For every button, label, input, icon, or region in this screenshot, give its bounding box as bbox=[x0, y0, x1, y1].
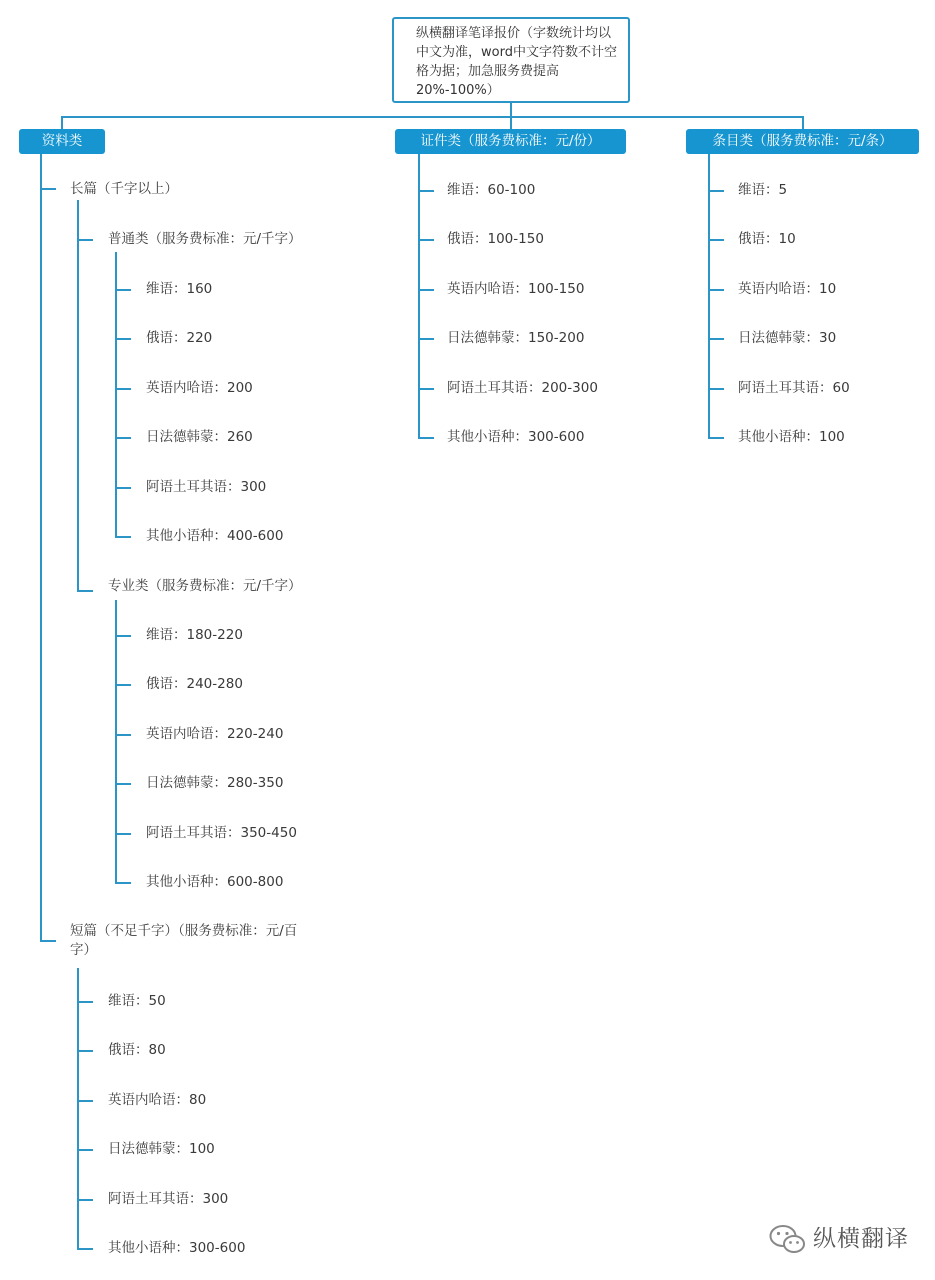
leaf-connector bbox=[418, 388, 434, 390]
leaf-connector bbox=[708, 289, 724, 291]
list-item: 阿语土耳其语：300 bbox=[108, 1190, 229, 1207]
leaf-connector bbox=[77, 1248, 93, 1250]
general-trunk bbox=[115, 252, 117, 538]
list-item: 日法德韩蒙：150-200 bbox=[447, 330, 585, 347]
leaf-connector bbox=[115, 734, 131, 736]
root-node bbox=[392, 17, 630, 103]
leaf-connector bbox=[708, 437, 724, 439]
watermark-text: 纵横翻译 bbox=[813, 1226, 909, 1252]
root-title: 纵横翻译笔译报价（字数统计均以中文为准，word中文字符数不计空格为据；加急服务费提高20%-100%） bbox=[416, 26, 617, 98]
professional-trunk bbox=[115, 600, 117, 884]
professional-label: 专业类（服务费标准：元/千字） bbox=[108, 578, 302, 594]
header-materials bbox=[19, 129, 105, 154]
leaf-connector bbox=[77, 1001, 93, 1003]
header-certificates-label: 证件类（服务费标准：元/份） bbox=[420, 133, 601, 149]
list-item: 维语：5 bbox=[738, 182, 788, 198]
professional-connector bbox=[77, 590, 93, 592]
leaf-connector bbox=[115, 635, 131, 637]
list-item: 英语内哈语：200 bbox=[146, 379, 253, 396]
short-trunk bbox=[77, 968, 79, 1250]
list-item: 俄语：240-280 bbox=[146, 676, 243, 693]
list-item: 英语内哈语：10 bbox=[738, 280, 837, 297]
list-item: 阿语土耳其语：300 bbox=[146, 478, 267, 495]
leaf-connector bbox=[115, 437, 131, 439]
list-item: 维语：160 bbox=[146, 281, 213, 297]
list-item: 日法德韩蒙：30 bbox=[738, 330, 837, 347]
list-item: 英语内哈语：100-150 bbox=[447, 280, 585, 297]
certificates-trunk bbox=[418, 154, 420, 439]
entries-trunk bbox=[708, 154, 710, 439]
leaf-connector bbox=[115, 289, 131, 291]
list-item: 阿语土耳其语：200-300 bbox=[447, 379, 598, 396]
leaf-connector bbox=[708, 388, 724, 390]
branch-drop-certificates bbox=[510, 116, 512, 129]
long-trunk bbox=[77, 200, 79, 592]
leaf-connector bbox=[115, 536, 131, 538]
leaf-connector bbox=[77, 1100, 93, 1102]
leaf-connector bbox=[77, 1149, 93, 1151]
header-entries bbox=[686, 129, 919, 154]
leaf-connector bbox=[115, 338, 131, 340]
list-item: 其他小语种：100 bbox=[738, 429, 845, 445]
leaf-connector bbox=[708, 239, 724, 241]
leaf-connector bbox=[77, 1050, 93, 1052]
leaf-connector bbox=[115, 388, 131, 390]
list-item: 其他小语种：300-600 bbox=[447, 429, 585, 445]
leaf-connector bbox=[418, 338, 434, 340]
list-item: 日法德韩蒙：100 bbox=[108, 1141, 215, 1158]
general-connector bbox=[77, 239, 93, 241]
header-certificates bbox=[395, 129, 626, 154]
materials-trunk bbox=[40, 154, 42, 942]
long-label: 长篇（千字以上） bbox=[70, 181, 178, 197]
branch-drop-entries bbox=[802, 116, 804, 129]
leaf-connector bbox=[115, 833, 131, 835]
list-item: 英语内哈语：80 bbox=[108, 1091, 207, 1108]
branch-bar bbox=[61, 116, 804, 118]
header-materials-label: 资料类 bbox=[41, 133, 83, 149]
leaf-connector bbox=[115, 684, 131, 686]
leaf-connector bbox=[115, 487, 131, 489]
general-label: 普通类（服务费标准：元/千字） bbox=[108, 231, 302, 247]
list-item: 维语：60-100 bbox=[447, 182, 536, 198]
list-item: 阿语土耳其语：350-450 bbox=[146, 824, 297, 841]
header-entries-label: 条目类（服务费标准：元/条） bbox=[712, 133, 893, 149]
leaf-connector bbox=[708, 190, 724, 192]
list-item: 俄语：220 bbox=[146, 330, 213, 347]
root-connector bbox=[510, 103, 512, 117]
list-item: 维语：180-220 bbox=[146, 627, 243, 643]
leaf-connector bbox=[708, 338, 724, 340]
leaf-connector bbox=[418, 239, 434, 241]
short-connector bbox=[40, 940, 56, 942]
long-connector bbox=[40, 188, 56, 190]
list-item: 俄语：10 bbox=[738, 231, 796, 248]
leaf-connector bbox=[418, 190, 434, 192]
list-item: 其他小语种：400-600 bbox=[146, 528, 284, 544]
list-item: 其他小语种：300-600 bbox=[108, 1240, 246, 1256]
list-item: 日法德韩蒙：260 bbox=[146, 429, 253, 446]
leaf-connector bbox=[77, 1199, 93, 1201]
list-item: 日法德韩蒙：280-350 bbox=[146, 775, 284, 792]
branch-drop-materials bbox=[61, 116, 63, 129]
leaf-connector bbox=[418, 289, 434, 291]
list-item: 俄语：80 bbox=[108, 1042, 166, 1059]
leaf-connector bbox=[418, 437, 434, 439]
leaf-connector bbox=[115, 882, 131, 884]
short-label: 短篇（不足千字）（服务费标准：元/百字） bbox=[70, 923, 298, 958]
list-item: 阿语土耳其语：60 bbox=[738, 379, 850, 396]
list-item: 英语内哈语：220-240 bbox=[146, 725, 284, 742]
list-item: 俄语：100-150 bbox=[447, 231, 544, 248]
wechat-icon bbox=[768, 1223, 806, 1255]
list-item: 维语：50 bbox=[108, 993, 166, 1009]
list-item: 其他小语种：600-800 bbox=[146, 874, 284, 890]
leaf-connector bbox=[115, 783, 131, 785]
